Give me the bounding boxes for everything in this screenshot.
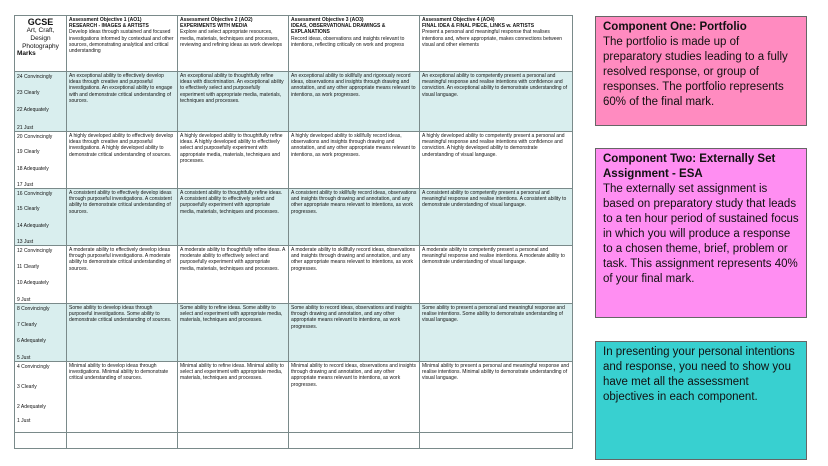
band-row-8 — [15, 304, 573, 362]
ao2-header — [178, 16, 289, 72]
ao1-cell: An exceptional ability to effectively develop ideas through creative and purposeful investigations. An exceptional ability to engage with and demonstrate critical understanding of sources. — [67, 72, 178, 132]
ao2-cell: A moderate ability to thoughtfully refine ideas. A moderate ability to effectively select and purposefully experiment with appropriate media, materials, techniques and processes. — [178, 246, 289, 304]
ao2-cell: Minimal ability to refine ideas. Minimal ability to select and experiment with appropriate media, materials, techniques and processes. — [178, 362, 289, 433]
mark-adequately: 14 Adequately — [17, 222, 49, 229]
ao4-cell: A consistent ability to competently present a personal and meaningful response and realise intentions. A consistent ability to demonstrate understanding of visual language. — [420, 189, 573, 246]
mark-convincingly: 24 Convincingly — [17, 74, 53, 80]
mark-just: 5 Just — [17, 354, 31, 361]
ao1-header — [67, 16, 178, 72]
ao2-title: Assessment Objective 2 (AO2) — [180, 17, 253, 23]
ao1-cell: A moderate ability to effectively develop ideas through purposeful investigations. A moderate ability to demonstrate critical understanding of sources. — [67, 246, 178, 304]
mark-just: 17 Just — [17, 181, 34, 188]
band-row-20 — [15, 132, 573, 189]
mark-convincingly: 4 Convincingly — [17, 364, 50, 370]
component-one-title: Component One: Portfolio — [603, 21, 747, 33]
mark-clearly: 11 Clearly — [17, 263, 40, 270]
ao4-cell: A highly developed ability to competently present a personal and meaningful response and realise intentions with confidence and conviction. A highly developed ability to demonstrate understanding of visual language. — [420, 132, 573, 189]
empty-row — [15, 433, 573, 449]
ao1-desc: Develop ideas through sustained and focused investigations informed by contextual and other sources, demonstrating analytical and critical understanding — [69, 29, 174, 55]
band-row-24 — [15, 72, 573, 132]
header-subject-cell — [15, 16, 67, 72]
ao3-cell: A highly developed ability to skillfully record ideas, observations and insights through drawing and annotation, and any other appropriate means relevant to intentions, as work progresses. — [289, 132, 420, 189]
assessment-grid — [14, 15, 573, 449]
mark-adequately: 10 Adequately — [17, 280, 49, 287]
ao2-cell: An exceptional ability to thoughtfully refine ideas with discrimination. An exceptional ability to effectively select and purposefully experiment with appropriate media, materials, techniques and processes. — [178, 72, 289, 132]
ao1-cell: A consistent ability to effectively develop ideas through purposeful investigations. A consistent ability to demonstrate critical understanding of sources. — [67, 189, 178, 246]
ao1-subtitle: RESEARCH - IMAGES & ARTISTS — [69, 23, 149, 30]
component-two-panel — [595, 148, 807, 318]
ao4-cell: Some ability to present a personal and meaningful response and realise intentions. Some ability to demonstrate understanding of visual language. — [420, 304, 573, 362]
summary-panel — [595, 341, 807, 460]
mark-just: 21 Just — [17, 124, 34, 131]
marks-cell — [15, 362, 67, 433]
component-two-title: Component Two: Externally Set Assignment - ESA — [603, 153, 776, 180]
ao2-cell: Some ability to refine ideas. Some ability to select and experiment with appropriate media, materials, techniques and processes. — [178, 304, 289, 362]
header-row — [15, 16, 573, 72]
ao3-desc: Record ideas, observations and insights relevant to intentions, reflecting critically on work and progress — [291, 35, 405, 48]
empty-cell — [178, 433, 289, 449]
ao1-cell: A highly developed ability to effectively develop ideas through creative and purposeful investigations. A highly developed ability to demonstrate critical understanding of sources. — [67, 132, 178, 189]
mark-convincingly: 8 Convincingly — [17, 306, 50, 312]
ao3-cell: A moderate ability to skillfully record ideas, observations and insights through drawing and annotation, and any other appropriate means relevant to intentions, as work progresses. — [289, 246, 420, 304]
marks-cell — [15, 72, 67, 132]
empty-cell — [67, 433, 178, 449]
mark-adequately: 6 Adequately — [17, 338, 46, 345]
mark-adequately: 18 Adequately — [17, 165, 49, 172]
component-two-body: The externally set assignment is based on preparatory study that leads to a ten hour period of sustained focus in which you will produce a response to a chosen theme, brief, problem or task. This assignment represents 40% of your final mark. — [603, 183, 799, 285]
mark-just: 1 Just — [17, 417, 31, 424]
marks-label: Marks — [17, 50, 36, 57]
component-one-panel — [595, 16, 807, 126]
mark-clearly: 23 Clearly — [17, 90, 40, 97]
gcse-label: GCSE — [27, 17, 54, 27]
mark-just: 13 Just — [17, 238, 34, 245]
marks-cell — [15, 189, 67, 246]
mark-just: 9 Just — [17, 296, 31, 303]
ao2-subtitle: EXPERIMENTS WITH MEDIA — [180, 23, 248, 30]
marks-cell — [15, 304, 67, 362]
ao2-desc: Explore and select appropriate resources, media, materials, techniques and processes, reviewing and refining ideas as work develops — [180, 29, 283, 48]
ao4-cell: A moderate ability to competently present a personal and meaningful response and realise intentions. A moderate ability to demonstrate understanding of visual language. — [420, 246, 573, 304]
mark-clearly: 7 Clearly — [17, 321, 37, 328]
mark-adequately: 2 Adequately — [17, 404, 46, 410]
ao4-title: Assessment Objective 4 (AO4) — [422, 17, 495, 23]
ao4-desc: Present a personal and meaningful response that realises intentions and, where appropriate, makes connections between visual and other elements — [422, 29, 563, 48]
ao3-title: Assessment Objective 3 (AO3) — [291, 17, 364, 23]
mark-convincingly: 16 Convincingly — [17, 191, 53, 197]
marks-cell — [15, 132, 67, 189]
mark-convincingly: 20 Convincingly — [17, 134, 53, 140]
ao3-cell: Some ability to record ideas, observations and insights through drawing and annotation, and any other appropriate means relevant to intentions, as work progresses. — [289, 304, 420, 362]
ao1-title: Assessment Objective 1 (AO1) — [69, 17, 142, 23]
marks-cell — [15, 246, 67, 304]
subject-label: Art, Craft, Design Photography — [22, 27, 59, 50]
summary-body: In presenting your personal intentions and response, you need to show you have met all the assessment objectives in each component. — [603, 346, 795, 403]
mark-convincingly: 12 Convincingly — [17, 248, 53, 254]
ao2-cell: A consistent ability to thoughtfully refine ideas. A consistent ability to effectively select and purposefully experiment with appropriate media, materials, techniques and processes. — [178, 189, 289, 246]
ao3-cell: An exceptional ability to skillfully and rigorously record ideas, observations and insights through drawing and annotation, and any other appropriate means relevant to intentions, as work progresses. — [289, 72, 420, 132]
ao4-cell: Minimal ability to present a personal and meaningful response and realise intentions. Minimal ability to demonstrate understanding of visual language. — [420, 362, 573, 433]
ao1-cell: Some ability to develop ideas through purposeful investigations. Some ability to demonstrate critical understanding of sources. — [67, 304, 178, 362]
ao3-header — [289, 16, 420, 72]
empty-cell — [289, 433, 420, 449]
mark-adequately: 22 Adequately — [17, 107, 49, 114]
ao2-cell: A highly developed ability to thoughtfully refine ideas. A highly developed ability to effectively select and purposefully experiment with appropriate media, materials, techniques and processes. — [178, 132, 289, 189]
ao1-cell: Minimal ability to develop ideas through investigations. Minimal ability to demonstrate critical understanding of sources. — [67, 362, 178, 433]
ao3-cell: Minimal ability to record ideas, observations and insights through drawing and annotation, and any other appropriate means relevant to intentions, as work progresses. — [289, 362, 420, 433]
band-row-12 — [15, 246, 573, 304]
band-row-16 — [15, 189, 573, 246]
ao3-subtitle: IDEAS, OBSERVATIONAL DRAWINGS & EXPLANATIONS — [291, 23, 386, 36]
mark-clearly: 15 Clearly — [17, 206, 40, 213]
ao3-cell: A consistent ability to skillfully record ideas, observations and insights through drawing and annotation, and any other appropriate means relevant to intentions, as work progresses. — [289, 189, 420, 246]
mark-clearly: 19 Clearly — [17, 149, 40, 156]
mark-clearly: 3 Clearly — [17, 383, 37, 390]
ao4-header — [420, 16, 573, 72]
ao4-subtitle: FINAL IDEA & FINAL PIECE, LINKS w. ARTISTS — [422, 23, 535, 30]
empty-cell — [420, 433, 573, 449]
band-row-4 — [15, 362, 573, 433]
component-one-body: The portfolio is made up of preparatory studies leading to a fully resolved response, or group of responses. The portfolio represents 60% of the final mark. — [603, 36, 788, 108]
ao4-cell: An exceptional ability to competently present a personal and meaningful response and realise intentions with confidence and conviction. An exceptional ability to demonstrate understanding of visual language. — [420, 72, 573, 132]
empty-cell — [15, 433, 67, 449]
